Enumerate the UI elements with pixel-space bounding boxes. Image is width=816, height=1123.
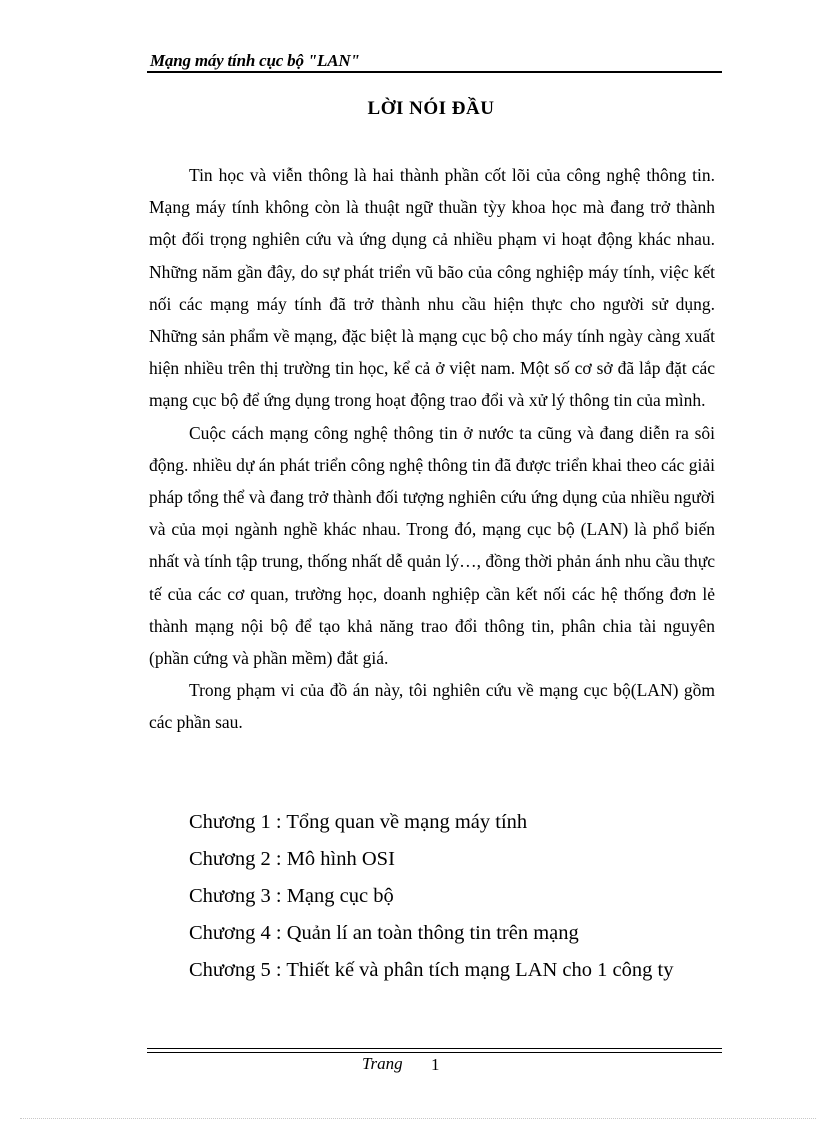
footer-rule [147,1052,722,1053]
chapter-item: Chương 2 : Mô hình OSI [189,848,395,870]
page-edge-divider [20,1118,816,1119]
paragraph: Tin học và viễn thông là hai thành phần cốt lõi của công nghệ thông tin. Mạng máy tính không còn là thuật ngữ thuần tỳy khoa học mà đang trở thành một đối trọng nghiên cứu và ứng dụng cả nhiều phạm vi hoạt động khác nhau. Những năm gần đây, do sự phát triển vũ bão của công nghiệp máy tính, việc kết nối các mạng máy tính đã trở thành nhu cầu hiện thực cho người sử dụng. Những sản phẩm về mạng, đặc biệt là mạng cục bộ cho máy tính ngày càng xuất hiện nhiều trên thị trường tin học, kể cả ở việt nam. Một số cơ sở đã lắp đặt các mạng cục bộ để ứng dụng trong hoạt động trao đổi và xử lý thông tin của mình. [149,165,715,411]
footer-rule [147,1048,722,1049]
chapter-item: Chương 1 : Tổng quan về mạng máy tính [189,811,528,833]
chapter-item: Chương 4 : Quản lí an toàn thông tin trên mạng [189,922,579,944]
header-rule [147,71,722,73]
chapter-item: Chương 5 : Thiết kế và phân tích mạng LAN cho 1 công ty [189,959,674,981]
paragraph: Trong phạm vi của đồ án này, tôi nghiên cứu về mạng cục bộ(LAN) gồm các phần sau. [149,680,715,733]
chapter-list [189,804,673,989]
body-text [149,159,715,739]
page-title: LỜI NÓI ĐẦU [367,98,495,119]
chapter-item: Chương 3 : Mạng cục bộ [189,885,394,907]
page-label: Trang [362,1054,403,1073]
paragraph: Cuộc cách mạng công nghệ thông tin ở nước ta cũng và đang diễn ra sôi động. nhiều dự án phát triển công nghệ thông tin đã được triển khai theo các giải pháp tổng thể và đang trở thành đối tượng nghiên cứu ứng dụng của nhiều người và của mọi ngành nghề khác nhau. Trong đó, mạng cục bộ (LAN) là phổ biến nhất và tính tập trung, thống nhất dễ quản lý…, đồng thời phản ánh nhu cầu thực tế của các cơ quan, trường học, doanh nghiệp cần kết nối các hệ thống đơn lẻ thành mạng nội bộ để tạo khả năng trao đổi thông tin, phân chia tài nguyên (phần cứng và phần mềm) đắt giá. [149,422,715,669]
page-number: 1 [431,1055,440,1074]
running-header: Mạng máy tính cục bộ "LAN" [150,51,360,70]
